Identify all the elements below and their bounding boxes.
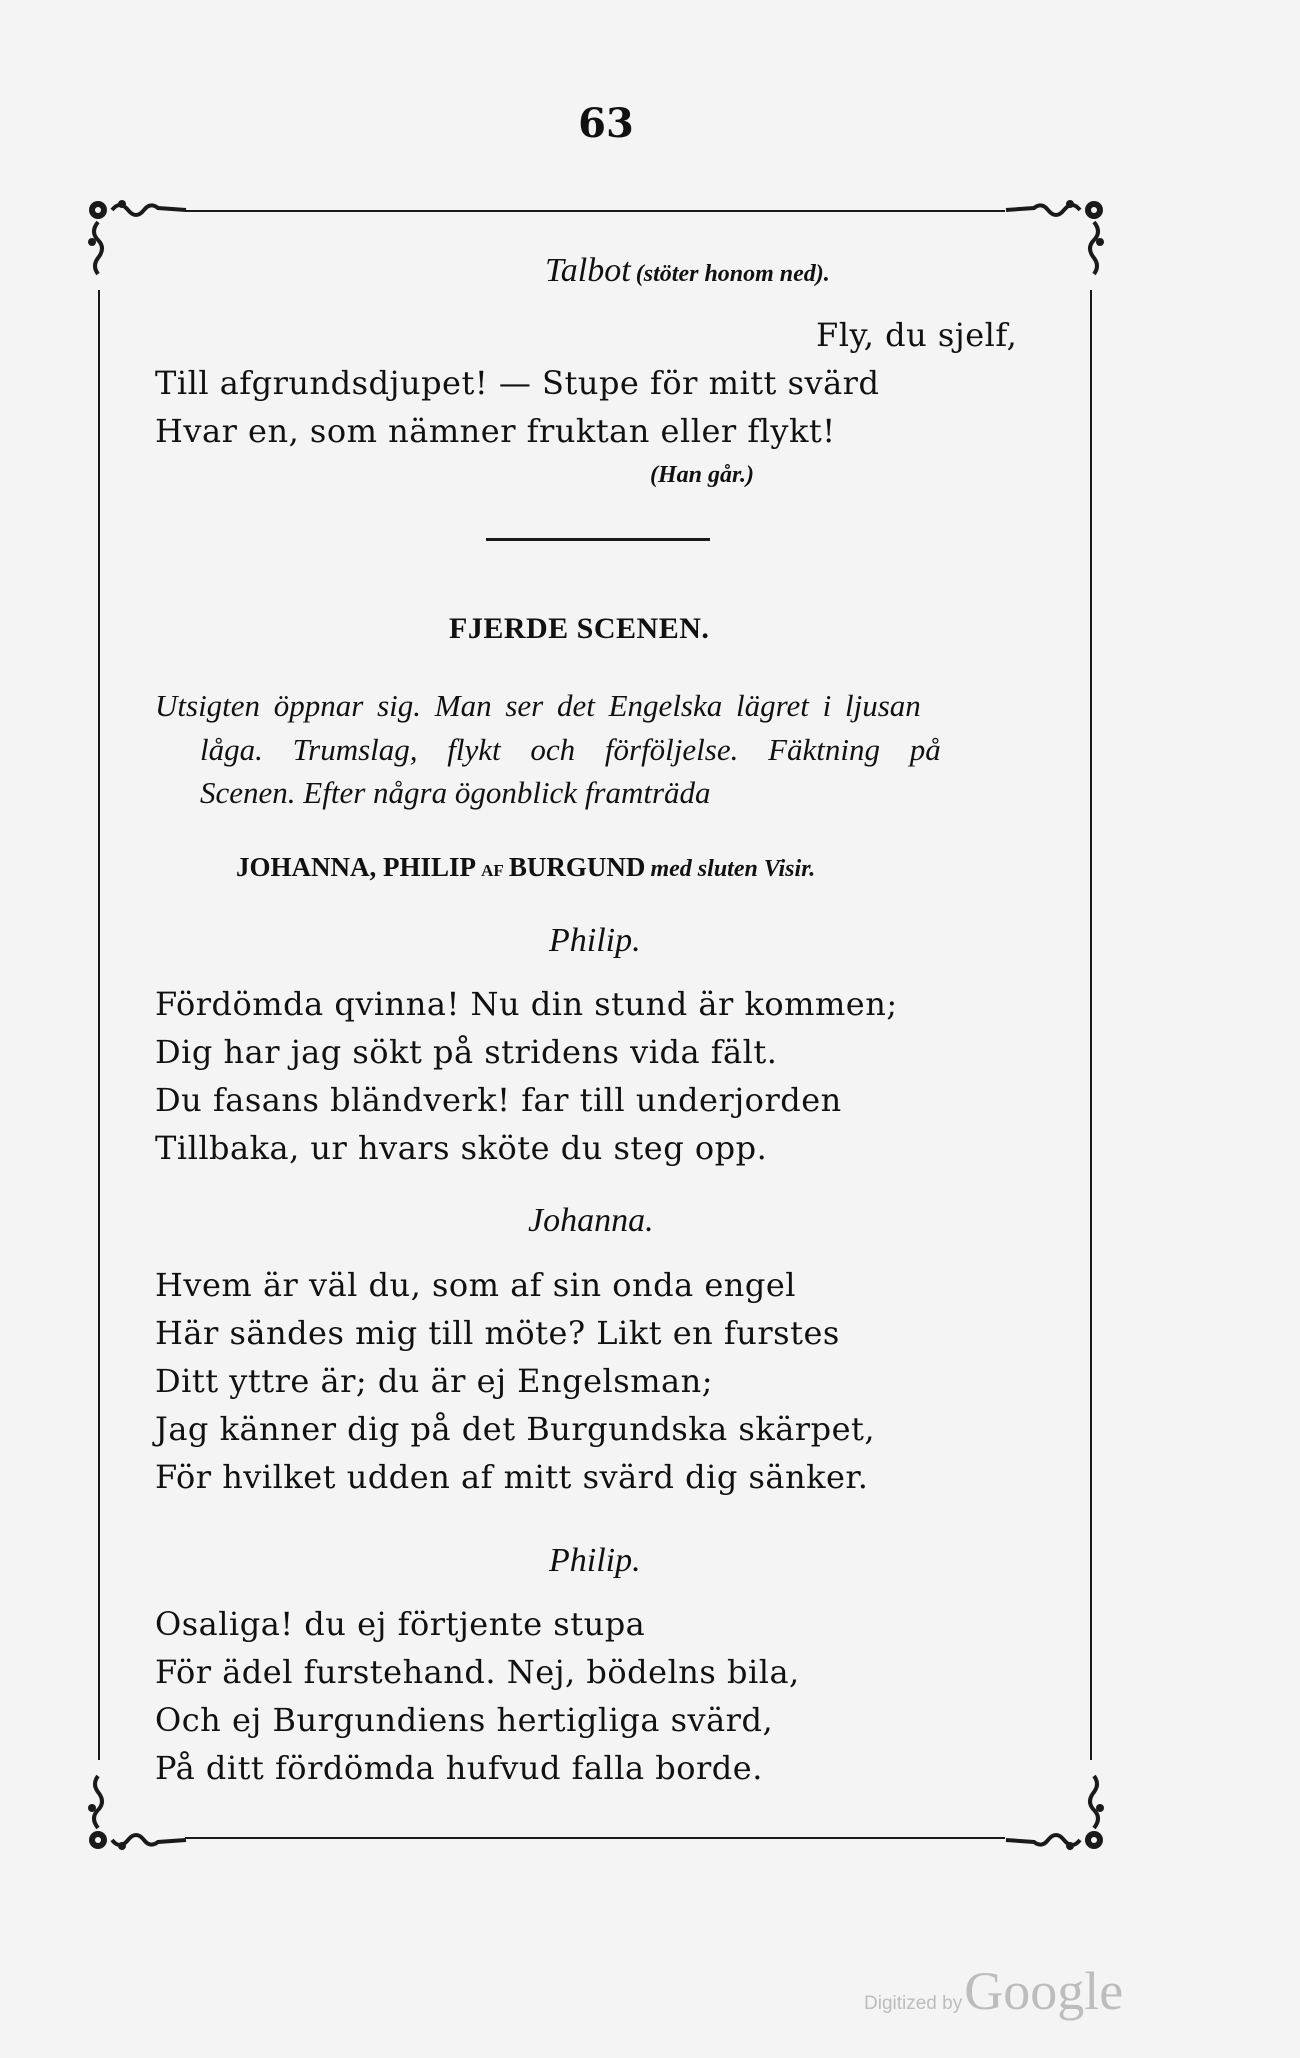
verse-line: Osaliga! du ej förtjente stupa [155, 1605, 646, 1643]
page-number: 63 [578, 100, 634, 147]
verse-line: Till afgrundsdjupet! — Stupe för mitt svärd [155, 364, 880, 402]
google-logo: Google [964, 1961, 1124, 2021]
speaker-name: Philip. [549, 922, 641, 959]
verse-line: Ditt yttre är; du är ej Engelsman; [155, 1362, 714, 1400]
verse-line: Fly, du sjelf, [816, 316, 1018, 354]
verse-line: Och ej Burgundiens hertigliga svärd, [155, 1701, 774, 1739]
af-word: AF [481, 861, 504, 880]
watermark-prefix: Digitized by [864, 1993, 963, 2014]
scene-description-line: Scenen. Efter några ögonblick framträda [200, 775, 711, 810]
frame-left-rule [98, 290, 100, 1760]
verse-line: Fördömda qvinna! Nu din stund är kommen; [155, 985, 898, 1023]
corner-ornament-bottom-right-icon [1000, 1758, 1110, 1858]
verse-line: Hvem är väl du, som af sin onda engel [155, 1266, 797, 1304]
verse-line: Du fasans bländverk! far till underjorden [155, 1081, 842, 1119]
exit-direction: (Han går.) [650, 462, 755, 488]
visor-note: med sluten Visir. [650, 856, 816, 882]
corner-ornament-top-right-icon [1000, 192, 1110, 292]
characters-line [236, 852, 815, 883]
verse-line: För ädel furstehand. Nej, bödelns bila, [155, 1653, 800, 1691]
character-names: JOHANNA, PHILIP [236, 852, 477, 882]
speaker-name: Talbot [545, 252, 631, 289]
speaker-name: Philip. [549, 1542, 641, 1579]
scene-description-line: Utsigten öppnar sig. Man ser det Engelska lägret i ljusan [155, 688, 921, 723]
verse-line: För hvilket udden af mitt svärd dig sänker. [155, 1458, 869, 1496]
corner-ornament-top-left-icon [82, 192, 192, 292]
scene-divider [486, 538, 710, 541]
scene-heading: FJERDE SCENEN. [449, 612, 710, 645]
frame-right-rule [1090, 290, 1092, 1760]
verse-line: Jag känner dig på det Burgundska skärpet, [155, 1410, 876, 1448]
verse-line: På ditt fördömda hufvud falla borde. [155, 1749, 763, 1787]
verse-line: Hvar en, som nämner fruktan eller flykt! [155, 412, 836, 450]
speaker-name: Johanna. [528, 1202, 654, 1239]
frame-bottom-rule [185, 1837, 1005, 1839]
digitized-by-google-watermark [864, 1960, 1123, 2022]
verse-line: Här sändes mig till möte? Likt en furstes [155, 1314, 840, 1352]
frame-top-rule [185, 210, 1005, 212]
stage-direction: (stöter honom ned). [635, 261, 830, 287]
talbot-speaker-line [545, 252, 830, 290]
scene-description-line: låga. Trumslag, flykt och förföljelse. Fäktning på [200, 732, 941, 767]
verse-line: Dig har jag sökt på stridens vida fält. [155, 1033, 778, 1071]
burgund-word: BURGUND [508, 852, 646, 882]
verse-line: Tillbaka, ur hvars sköte du steg opp. [155, 1129, 768, 1167]
